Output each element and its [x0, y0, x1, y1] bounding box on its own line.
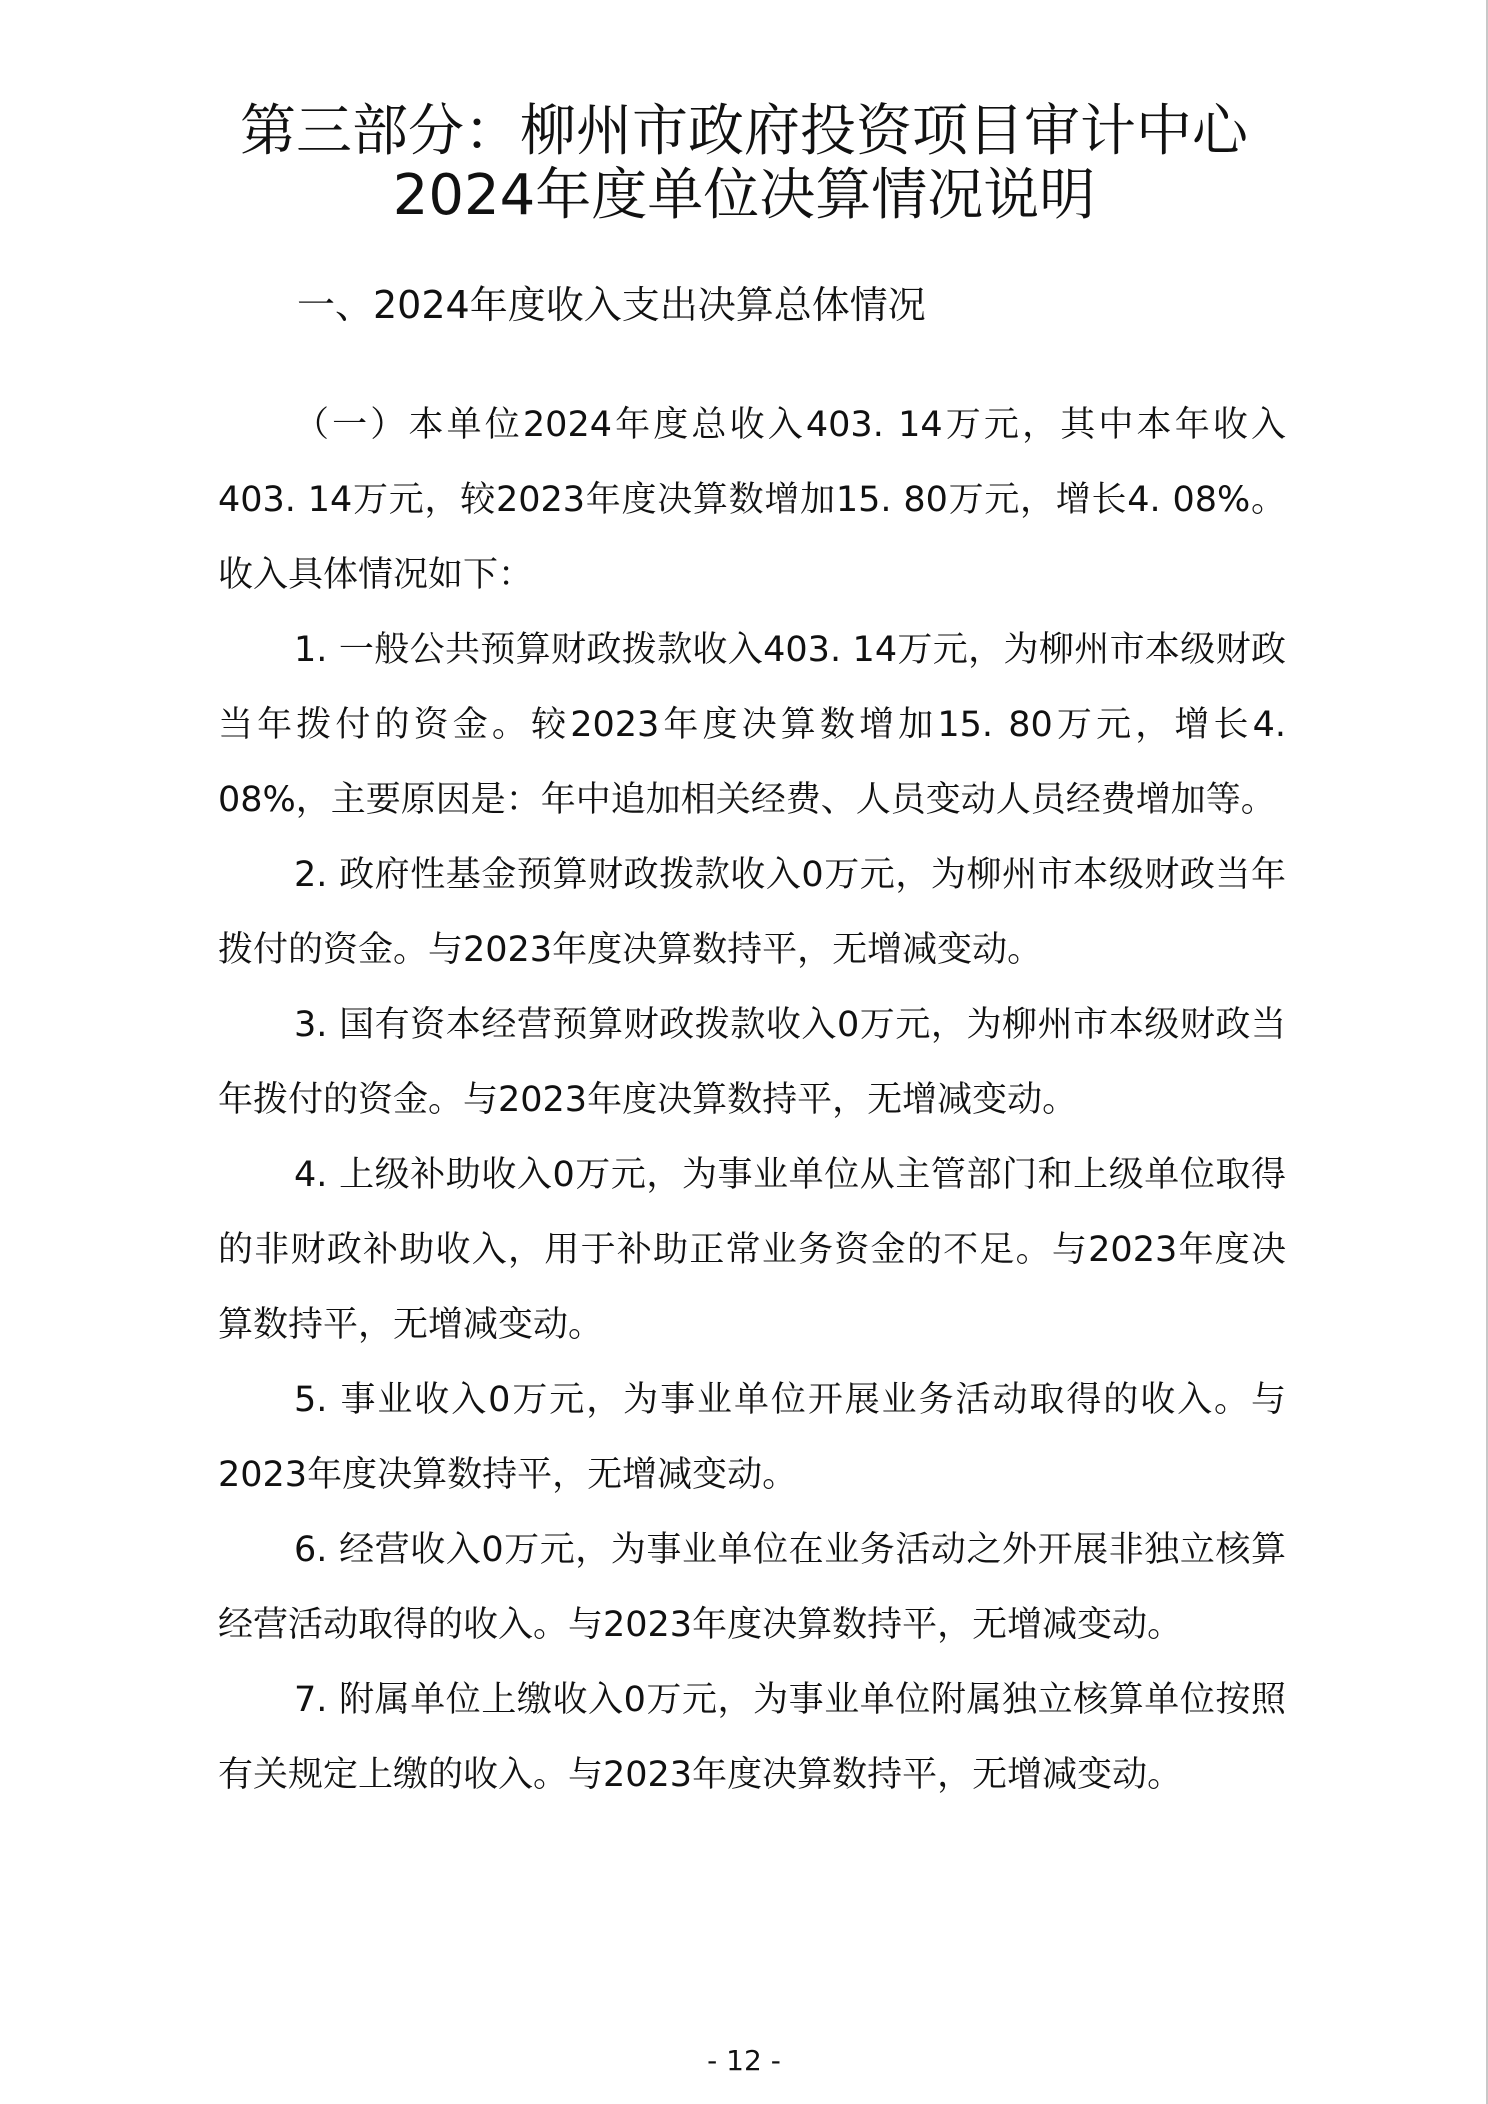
document-title	[0, 100, 1488, 228]
page-number: - 12 -	[707, 2044, 781, 2077]
title-line-2: 2024年度单位决算情况说明	[392, 163, 1096, 228]
paragraph-business-income: 5. 事业收入0万元，为事业单位开展业务活动取得的收入。与2023年度决算数持平，无增减变动。	[218, 1380, 1286, 1495]
paragraph-general-budget: 1. 一般公共预算财政拨款收入403. 14万元，为柳州市本级财政当年拨付的资金。较2023年度决算数增加15. 80万元，增长4. 08%，主要原因是：年中追加相关经费、人员变动人员经费增加等。	[218, 630, 1286, 820]
title-line-1: 第三部分：柳州市政府投资项目审计中心	[240, 99, 1248, 164]
paragraph-total-income: （一）本单位2024年度总收入403. 14万元，其中本年收入403. 14万元，较2023年度决算数增加15. 80万元，增长4. 08%。收入具体情况如下：	[218, 405, 1286, 595]
body-text	[218, 388, 1286, 1813]
paragraph-operating-income: 6. 经营收入0万元，为事业单位在业务活动之外开展非独立核算经营活动取得的收入。与2023年度决算数持平，无增减变动。	[218, 1530, 1286, 1645]
section-heading: 一、2024年度收入支出决算总体情况	[297, 283, 926, 327]
paragraph-affiliated-income: 7. 附属单位上缴收入0万元，为事业单位附属独立核算单位按照有关规定上缴的收入。与2023年度决算数持平，无增减变动。	[218, 1680, 1286, 1795]
paragraph-gov-fund: 2. 政府性基金预算财政拨款收入0万元，为柳州市本级财政当年拨付的资金。与2023年度决算数持平，无增减变动。	[218, 855, 1286, 970]
paragraph-state-capital: 3. 国有资本经营预算财政拨款收入0万元，为柳州市本级财政当年拨付的资金。与2023年度决算数持平，无增减变动。	[218, 1005, 1286, 1120]
paragraph-superior-subsidy: 4. 上级补助收入0万元，为事业单位从主管部门和上级单位取得的非财政补助收入，用于补助正常业务资金的不足。与2023年度决算数持平，无增减变动。	[218, 1155, 1286, 1345]
